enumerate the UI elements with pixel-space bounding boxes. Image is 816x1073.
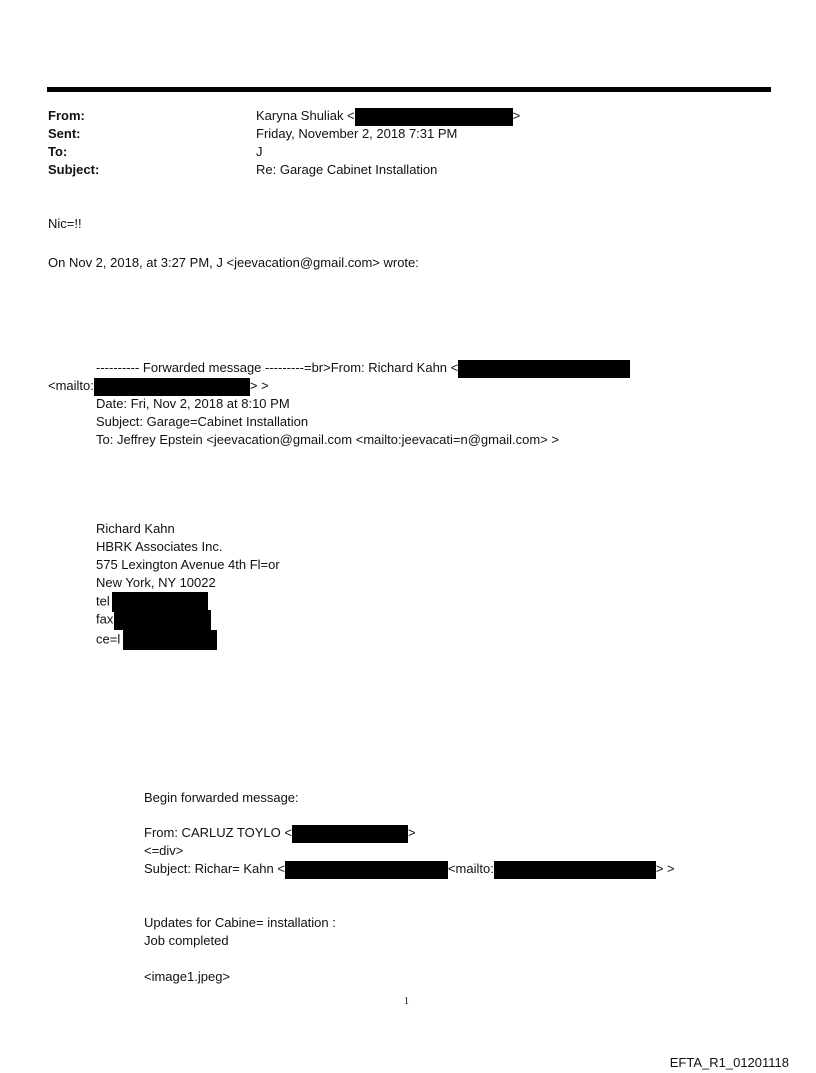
div-line: <=div>: [144, 843, 184, 858]
signature-address: 575 Lexington Avenue 4th Fl=or: [96, 557, 280, 572]
header-rule: [47, 87, 771, 92]
signature-name: Richard Kahn: [96, 521, 175, 536]
redaction-box: [123, 630, 217, 650]
redaction-box: [94, 378, 250, 396]
forwarded-from: From: CARLUZ TOYLO < >: [144, 824, 416, 843]
date-line: Date: Fri, Nov 2, 2018 at 8:10 PM: [96, 396, 290, 411]
subject-line: Subject: Garage=Cabinet Installation: [96, 414, 309, 429]
signature-city: New York, NY 10022: [96, 575, 216, 590]
redaction-box: [112, 592, 208, 612]
signature-cell: ce=l: [96, 630, 217, 650]
mailto-line: <mailto: > >: [48, 377, 269, 396]
redaction-box: [494, 861, 656, 879]
begin-forwarded: Begin forwarded message:: [144, 790, 299, 805]
signature-tel: tel: [96, 592, 208, 612]
page-number: 1: [404, 996, 409, 1007]
to-value: J: [256, 144, 263, 159]
sent-value: Friday, November 2, 2018 7:31 PM: [256, 126, 458, 141]
subject-label: Subject:: [48, 162, 100, 177]
redaction-box: [292, 825, 408, 843]
sent-label: Sent:: [48, 126, 81, 141]
quote-intro: On Nov 2, 2018, at 3:27 PM, J <jeevacation@gmail.com> wrote:: [48, 255, 419, 270]
subject-value: Re: Garage Cabinet Installation: [256, 162, 438, 177]
from-label: From:: [48, 108, 85, 123]
forwarded-subject: Subject: Richar= Kahn < <mailto: > >: [144, 860, 675, 879]
forwarded-header-line: ---------- Forwarded message ---------=br>From: Richard Kahn <: [96, 359, 630, 378]
redaction-box: [458, 360, 630, 378]
from-value: Karyna Shuliak < >: [256, 107, 520, 126]
job-line: Job completed: [144, 933, 229, 948]
signature-company: HBRK Associates Inc.: [96, 539, 223, 554]
greeting: Nic=!!: [48, 216, 82, 231]
image-attachment: <image1.jpeg>: [144, 969, 231, 984]
document-id: EFTA_R1_01201118: [669, 1055, 789, 1070]
updates-line: Updates for Cabine= installation :: [144, 915, 336, 930]
to-line: To: Jeffrey Epstein <jeevacation@gmail.com <mailto:jeevacati=n@gmail.com> >: [96, 432, 559, 447]
redaction-box: [285, 861, 448, 879]
redaction-box: [114, 610, 211, 630]
signature-fax: fax: [96, 610, 211, 630]
to-label: To:: [48, 144, 68, 159]
redaction-box: [355, 108, 513, 126]
